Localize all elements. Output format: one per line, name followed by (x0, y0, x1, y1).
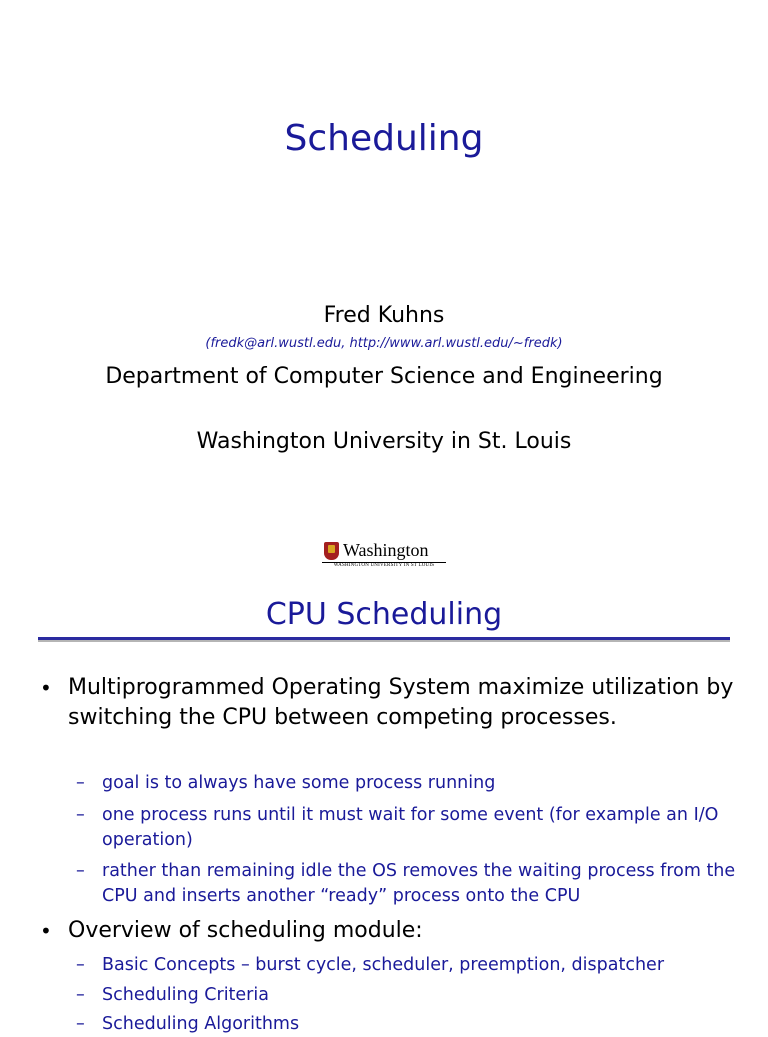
bullet-item (40, 916, 748, 946)
sub-bullet-text: Scheduling Algorithms (102, 1014, 300, 1034)
dash-icon: – (76, 773, 85, 793)
shield-icon (324, 542, 339, 560)
dash-icon: – (76, 1014, 85, 1034)
bullet-text: Overview of scheduling module: (68, 918, 423, 943)
dash-icon: – (76, 861, 85, 881)
slide-heading: CPU Scheduling (265, 597, 503, 632)
bullet-dot-icon: • (40, 676, 52, 700)
university-logo (322, 541, 446, 571)
bullet-item (40, 673, 748, 733)
content-slide (0, 585, 768, 1034)
logo-subtitle: WASHINGTON UNIVERSITY IN ST LOUIS (333, 563, 435, 568)
author-contact: (fredk@arl.wustl.edu, http://www.arl.wustl.edu/~fredk) (205, 336, 563, 351)
author-name: Fred Kuhns (323, 303, 445, 328)
sub-bullet-item (76, 953, 752, 978)
dash-icon: – (76, 985, 85, 1005)
slide-title: Scheduling (284, 118, 484, 159)
sub-bullet-text: Basic Concepts – burst cycle, scheduler, preemption, dispatcher (102, 955, 665, 975)
title-divider (38, 637, 730, 640)
sub-bullet-text: one process runs until it must wait for some event (for example an I/O operation) (102, 805, 719, 850)
sub-bullet-item (76, 983, 752, 1008)
sub-bullet-item (76, 771, 752, 796)
department: Department of Computer Science and Engineering (105, 364, 663, 389)
sub-bullet-item (76, 859, 752, 909)
bullet-dot-icon: • (40, 919, 52, 943)
logo-wordmark: Washington (343, 540, 429, 560)
sub-bullet-text: goal is to always have some process running (102, 773, 496, 793)
sub-bullet-text: Scheduling Criteria (102, 985, 269, 1005)
bullet-text: Multiprogrammed Operating System maximize utilization by switching the CPU between competing processes. (68, 675, 734, 730)
sub-bullet-item (76, 803, 752, 853)
sub-bullet-item (76, 1012, 752, 1037)
dash-icon: – (76, 805, 85, 825)
dash-icon: – (76, 955, 85, 975)
university: Washington University in St. Louis (196, 429, 572, 454)
sub-bullet-text: rather than remaining idle the OS removes the waiting process from the CPU and inserts another “ready” process onto the CPU (102, 861, 736, 906)
